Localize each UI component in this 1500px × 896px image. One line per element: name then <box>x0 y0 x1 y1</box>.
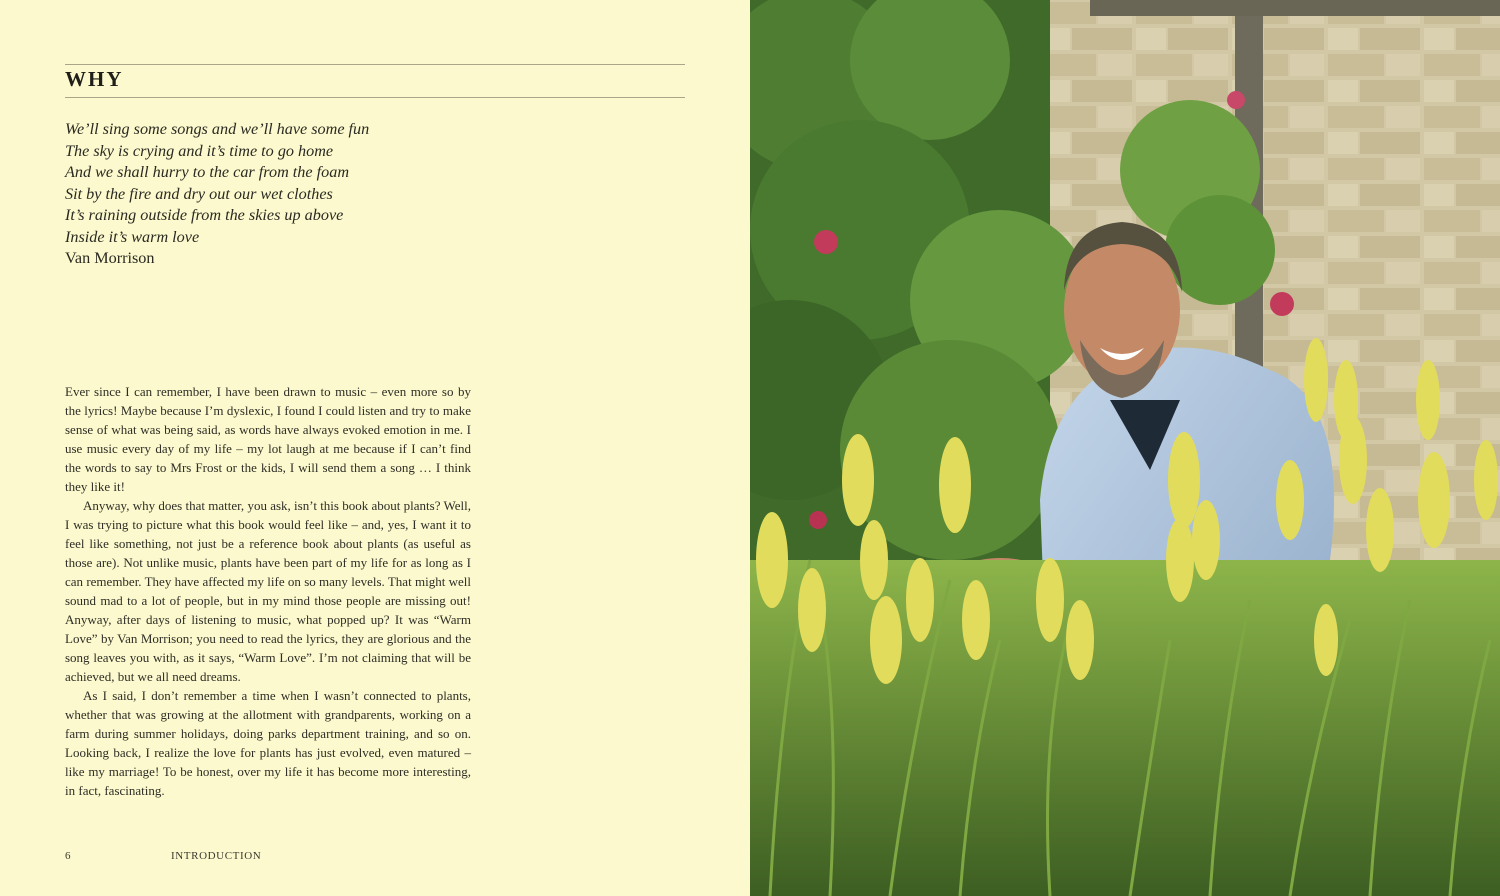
body-paragraph: Anyway, why does that matter, you ask, isn’t this book about plants? Well, I was trying to picture what this book would feel like – and, yes, I want it to feel like something, not just be a reference book about plants (as useful as those are). Not unlike music, plants have been part of my life for as long as I can remember. They have affected my life on so many levels. That might well sound mad to a lot of people, but in my mind those people are missing out! Anyway, after days of listening to music, what popped up? It was “Warm Love” by Van Morrison; you need to read the lyrics, they are glorious and the song leaves you with, as it says, “Warm Love”. I’m not claiming that will be achieved, but we all need dreams. <box>65 498 471 684</box>
lyric-line: And we shall hurry to the car from the foam <box>65 163 350 182</box>
heading-rule-bottom <box>65 97 685 98</box>
pergola-beam <box>1090 0 1500 16</box>
chapter-heading: WHY <box>65 67 124 91</box>
body-paragraph: As I said, I don’t remember a time when I wasn’t connected to plants, whether that was growing at the allotment with grandparents, working on a farm during summer holidays, doing parks department training, and so on. Looking back, I realize the love for plants has just evolved, even matured – like my marriage! To be honest, over my life it has become more interesting, in fact, fascinating. <box>65 688 471 798</box>
lyric-line: It’s raining outside from the skies up above <box>65 206 344 225</box>
lyric-line: The sky is crying and it’s time to go home <box>65 141 334 160</box>
lyrics-attribution: Van Morrison <box>65 249 155 267</box>
body-text <box>65 382 471 800</box>
heading-rule-top <box>65 64 685 65</box>
lyric-line: Inside it’s warm love <box>65 227 200 246</box>
garden-photo <box>750 0 1500 896</box>
lyric-line: We’ll sing some songs and we’ll have some fun <box>65 120 370 138</box>
lyrics-block <box>65 119 665 249</box>
photo-illustration <box>750 0 1500 896</box>
body-paragraph: Ever since I can remember, I have been drawn to music – even more so by the lyrics! Maybe because I’m dyslexic, I found I could listen and try to make sense of what was being said, as words have always evoked emotion in me. I use music every day of my life – my lot laugh at me because if I can’t find the words to say to Mrs Frost or the kids, I will send them a song … I think they like it! <box>65 384 471 494</box>
running-head: INTRODUCTION <box>171 850 262 862</box>
lyric-line: Sit by the fire and dry out our wet clothes <box>65 184 333 203</box>
page-number: 6 <box>65 850 71 862</box>
